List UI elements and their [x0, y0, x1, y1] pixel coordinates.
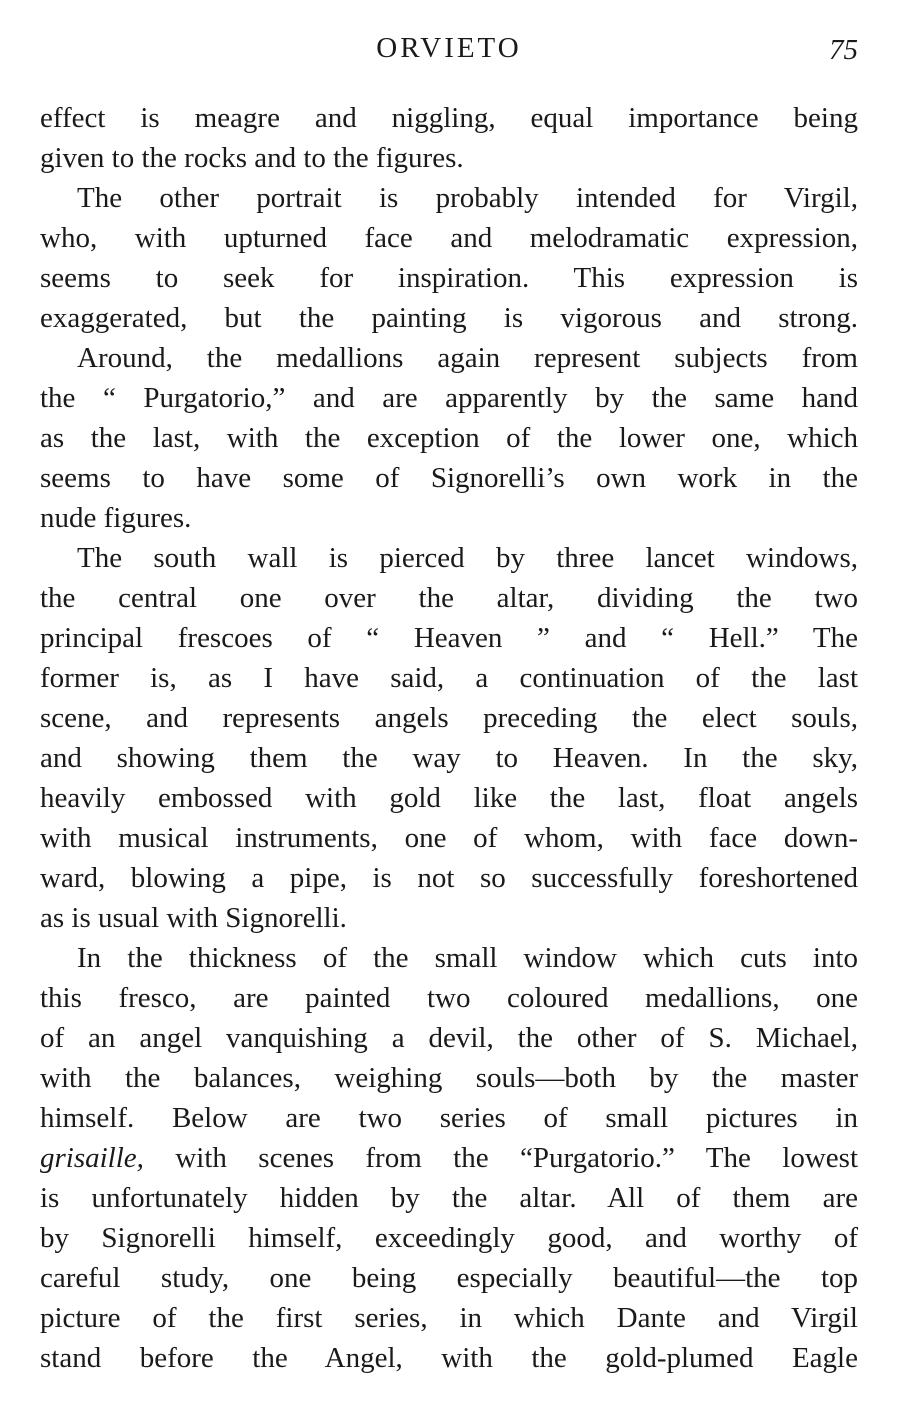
text-line	[40, 1138, 858, 1178]
text-line: seems to have some of Signorelli’s own work in the	[40, 462, 858, 494]
running-title: ORVIETO	[376, 32, 522, 64]
text-line: ward, blowing a pipe, is not so successfully foreshortened	[40, 862, 858, 894]
text-line: effect is meagre and niggling, equal importance being	[40, 102, 858, 134]
text-line: former is, as I have said, a continuation of the last	[40, 662, 858, 694]
text-line: and showing them the way to Heaven. In the sky,	[40, 742, 858, 774]
text-line: given to the rocks and to the figures.	[40, 142, 464, 174]
text-line: this fresco, are painted two coloured medallions, one	[40, 982, 858, 1014]
text-line: heavily embossed with gold like the last, float angels	[40, 782, 858, 814]
text-line: as is usual with Signorelli.	[40, 902, 347, 934]
text-line: stand before the Angel, with the gold-plumed Eagle	[40, 1342, 858, 1374]
text-line: seems to seek for inspiration. This expression is	[40, 262, 858, 294]
text-line: principal frescoes of “ Heaven ” and “ Hell.” The	[40, 622, 858, 654]
text-line: the central one over the altar, dividing the two	[40, 582, 858, 614]
text-line: is unfortunately hidden by the altar. All of them are	[40, 1182, 858, 1214]
text-line: Around, the medallions again represent subjects from	[77, 342, 858, 374]
body-text	[40, 98, 858, 1388]
text-line: careful study, one being especially beautiful—the top	[40, 1262, 858, 1294]
text-line: himself. Below are two series of small pictures in	[40, 1102, 858, 1134]
text-line: as the last, with the exception of the lower one, which	[40, 422, 858, 454]
text-line: of an angel vanquishing a devil, the other of S. Michael,	[40, 1022, 858, 1054]
text-line: picture of the first series, in which Dante and Virgil	[40, 1302, 858, 1334]
page-number: 75	[829, 34, 858, 66]
text-line: who, with upturned face and melodramatic expression,	[40, 222, 858, 254]
running-head	[40, 30, 858, 70]
text-line: nude figures.	[40, 502, 192, 534]
text-line: scene, and represents angels preceding the elect souls,	[40, 702, 858, 734]
text-line: exaggerated, but the painting is vigorous and strong.	[40, 302, 858, 334]
text-line: by Signorelli himself, exceedingly good, and worthy of	[40, 1222, 858, 1254]
text-segment: with scenes from the “Purgatorio.” The lowest	[143, 1142, 858, 1174]
text-line: the “ Purgatorio,” and are apparently by the same hand	[40, 382, 858, 414]
italic-term: grisaille,	[40, 1142, 144, 1174]
text-line: In the thickness of the small window which cuts into	[77, 942, 858, 974]
text-line: with musical instruments, one of whom, with face down-	[40, 822, 858, 854]
text-line: The other portrait is probably intended for Virgil,	[77, 182, 858, 214]
text-line: with the balances, weighing souls—both by the master	[40, 1062, 858, 1094]
text-line: The south wall is pierced by three lancet windows,	[77, 542, 858, 574]
